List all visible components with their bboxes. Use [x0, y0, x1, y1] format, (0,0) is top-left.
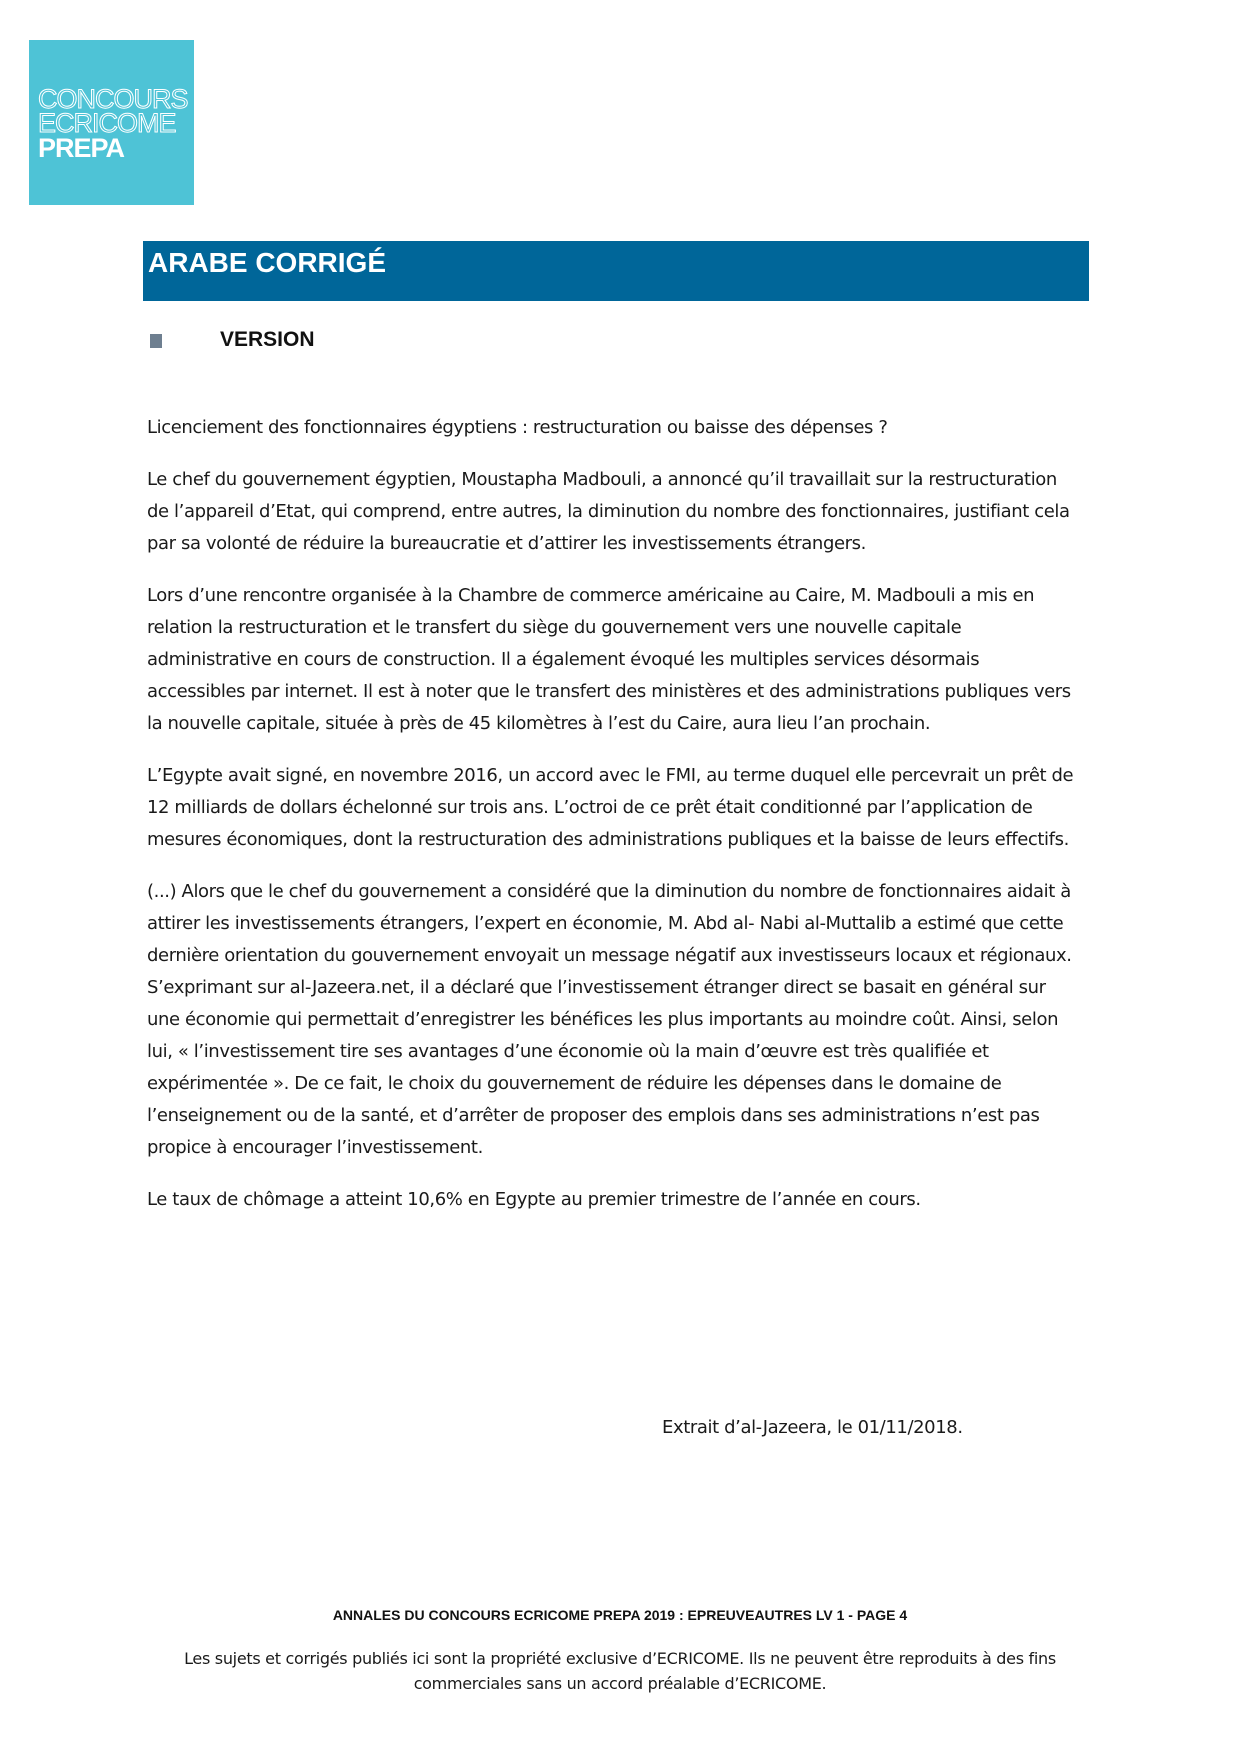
section-heading: [150, 326, 315, 356]
title-banner: [143, 241, 1089, 301]
logo-line-prepa: PREPA: [38, 133, 125, 163]
section-label: VERSION: [220, 328, 315, 351]
source-citation: Extrait d’al-Jazeera, le 01/11/2018.: [662, 1417, 963, 1438]
page-title: ARABE CORRIGÉ: [148, 247, 387, 278]
logo-line-concours: CONCOURS: [38, 84, 188, 114]
paragraph: L’Egypte avait signé, en novembre 2016, un accord avec le FMI, au terme duquel elle percevrait un prêt de 12 milliards de dollars échelonné sur trois ans. L’octroi de ce prêt était conditionné par l’application de mesures économiques, dont la restructuration des administrations publiques et la baisse de leurs effectifs.: [147, 765, 1074, 850]
paragraph: Le taux de chômage a atteint 10,6% en Egypte au premier trimestre de l’année en cours.: [147, 1189, 921, 1210]
paragraph: Le chef du gouvernement égyptien, Moustapha Madbouli, a annoncé qu’il travaillait sur la restructuration de l’appareil d’Etat, qui comprend, entre autres, la diminution du nombre des fonctionnaires, justifiant cela par sa volonté de réduire la bureaucratie et d’attirer les investissements étrangers.: [147, 469, 1070, 554]
article-headline: Licenciement des fonctionnaires égyptiens : restructuration ou baisse des dépenses ?: [147, 417, 888, 438]
document-body: [147, 412, 1077, 1236]
footer-title: ANNALES DU CONCOURS ECRICOME PREPA 2019 : EPREUVEAUTRES LV 1 - PAGE 4: [332, 1607, 908, 1623]
footer-copyright-note: Les sujets et corrigés publiés ici sont la propriété exclusive d’ECRICOME. Ils ne peuvent être reproduits à des fins commerciales sans un accord préalable d’ECRICOME.: [184, 1649, 1056, 1693]
paragraph: Lors d’une rencontre organisée à la Chambre de commerce américaine au Caire, M. Madbouli a mis en relation la restructuration et le transfert du siège du gouvernement vers une nouvelle capitale administrative en cours de construction. Il a également évoqué les multiples services désormais accessibles par internet. Il est à noter que le transfert des ministères et des administrations publiques vers la nouvelle capitale, située à près de 45 kilomètres à l’est du Caire, aura lieu l’an prochain.: [147, 585, 1071, 734]
concours-ecricome-prepa-logo: [29, 40, 194, 205]
square-bullet-icon: [150, 334, 162, 348]
paragraph: (...) Alors que le chef du gouvernement a considéré que la diminution du nombre de fonctionnaires aidait à attirer les investissements étrangers, l’expert en économie, M. Abd al- Nabi al-Muttalib a estimé que cette dernière orientation du gouvernement envoyait un message négatif aux investisseurs locaux et régionaux. S’exprimant sur al-Jazeera.net, il a déclaré que l’investissement étranger direct se basait en général sur une économie qui permettait d’enregistrer les bénéfices les plus importants au moindre coût. Ainsi, selon lui, « l’investissement tire ses avantages d’une économie où la main d’œuvre est très qualifiée et expérimentée ». De ce fait, le choix du gouvernement de réduire les dépenses dans le domaine de l’enseignement ou de la santé, et d’arrêter de proposer des emplois dans ses administrations n’est pas propice à encourager l’investissement.: [147, 881, 1072, 1158]
logo-line-ecricome: ECRICOME: [38, 108, 176, 138]
